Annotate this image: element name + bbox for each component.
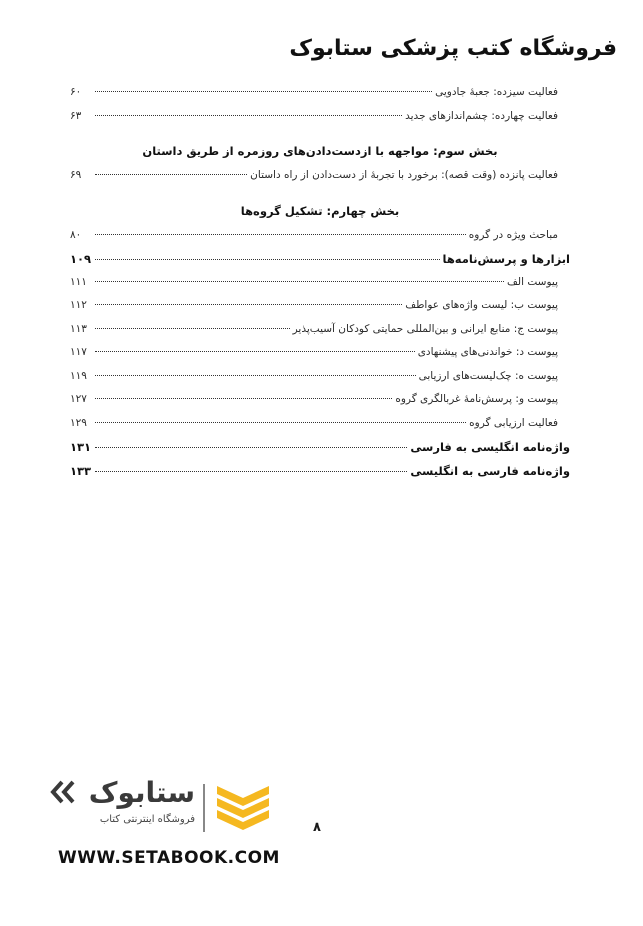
toc-entry-page: ۸۰ <box>70 228 82 241</box>
logo-divider <box>203 784 205 832</box>
table-of-contents <box>70 86 570 487</box>
toc-leader-dots <box>95 281 504 282</box>
toc-entry-appendix-a[interactable] <box>70 276 570 300</box>
book-stack-icon <box>213 782 273 832</box>
toc-entry-page: ۱۱۷ <box>70 346 87 358</box>
toc-leader-dots <box>95 351 415 352</box>
toc-entry-page: ۱۳۳ <box>70 463 92 478</box>
toc-entry-title: مباحث ویژه در گروه <box>468 228 558 241</box>
double-chevron-left-icon <box>50 780 76 804</box>
toc-entry-tools[interactable] <box>70 252 570 276</box>
toc-entry-title: پیوست ه: چک‌لیست‌های ارزیابی <box>418 369 558 382</box>
toc-entry-title: پیوست د: خواندنی‌های پیشنهادی <box>417 346 558 358</box>
toc-leader-dots <box>95 174 247 175</box>
toc-entry-title: ابزارها و پرسش‌نامه‌ها <box>442 252 570 266</box>
logo-brand-name: ستابوک <box>88 776 195 809</box>
toc-entry-activity-14[interactable] <box>70 110 570 134</box>
toc-leader-dots <box>95 375 416 376</box>
toc-entry-glossary-en-fa[interactable] <box>70 440 570 464</box>
toc-leader-dots <box>95 422 466 423</box>
toc-entry-page: ۱۲۷ <box>70 393 87 405</box>
toc-leader-dots <box>95 447 407 448</box>
toc-leader-dots <box>95 304 402 305</box>
toc-entry-title: فعالیت پانزده (وقت قصه): برخورد با تجربۀ از دست‌دادن از راه داستان <box>250 169 558 181</box>
toc-leader-dots <box>95 328 290 329</box>
toc-entry-activity-13[interactable] <box>70 86 570 110</box>
section-heading-part-3: بخش سوم: مواجهه با ازدست‌دادن‌های روزمره از طریق داستان <box>142 144 498 158</box>
logo-wordmark <box>50 776 195 832</box>
section-heading-part-4: بخش چهارم: تشکیل گروه‌ها <box>240 203 400 218</box>
toc-entry-title: واژه‌نامه فارسی به انگلیسی <box>410 463 570 478</box>
page-header: فروشگاه کتب پزشکی ستابوک <box>289 36 617 61</box>
website-url[interactable]: WWW.SETABOOK.COM <box>58 848 280 868</box>
toc-entry-title: پیوست ب: لیست واژه‌های عواطف <box>405 299 558 311</box>
toc-entry-title: واژه‌نامه انگلیسی به فارسی <box>410 440 570 454</box>
toc-entry-page: ۶۳ <box>70 109 82 122</box>
toc-entry-page: ۱۱۲ <box>70 299 87 311</box>
toc-entry-page: ۱۱۳ <box>70 322 87 335</box>
toc-entry-title: پیوست و: پرسش‌نامۀ غربالگری گروه <box>395 393 558 405</box>
toc-leader-dots <box>95 471 407 472</box>
toc-entry-glossary-fa-en[interactable] <box>70 464 570 488</box>
toc-entry-group-evaluation[interactable] <box>70 417 570 441</box>
toc-entry-page: ۶۰ <box>70 86 82 98</box>
toc-entry-appendix-d[interactable] <box>70 346 570 370</box>
toc-entry-page: ۱۱۱ <box>70 275 87 288</box>
toc-leader-dots <box>95 234 466 235</box>
logo-tagline: فروشگاه اینترنتی کتاب <box>99 814 195 825</box>
toc-entry-page: ۶۹ <box>70 169 82 181</box>
setabook-logo[interactable] <box>50 776 280 836</box>
page-number: ۸ <box>313 820 321 835</box>
toc-entry-page: ۱۱۹ <box>70 369 87 382</box>
toc-leader-dots <box>95 91 432 92</box>
toc-entry-appendix-c[interactable] <box>70 323 570 347</box>
toc-entry-title: پیوست ج: منابع ایرانی و بین‌المللی حمایتی کودکان آسیب‌پذیر <box>292 322 558 335</box>
toc-entry-title: پیوست الف <box>507 275 558 288</box>
toc-leader-dots <box>95 398 392 399</box>
toc-leader-dots <box>95 115 402 116</box>
toc-entry-appendix-e[interactable] <box>70 370 570 394</box>
toc-entry-page: ۱۳۱ <box>70 440 92 454</box>
toc-entry-activity-15[interactable] <box>70 169 570 193</box>
toc-entry-title: فعالیت چهارده: چشم‌اندازهای جدید <box>405 109 558 122</box>
toc-entry-group-topics[interactable] <box>70 229 570 253</box>
toc-leader-dots <box>95 259 440 260</box>
toc-entry-appendix-b[interactable] <box>70 299 570 323</box>
toc-entry-appendix-f[interactable] <box>70 393 570 417</box>
toc-entry-page: ۱۲۹ <box>70 416 87 429</box>
toc-entry-title: فعالیت سیزده: جعبۀ جادویی <box>435 86 558 98</box>
toc-entry-title: فعالیت ارزیابی گروه <box>469 416 558 429</box>
toc-entry-page: ۱۰۹ <box>70 252 92 266</box>
